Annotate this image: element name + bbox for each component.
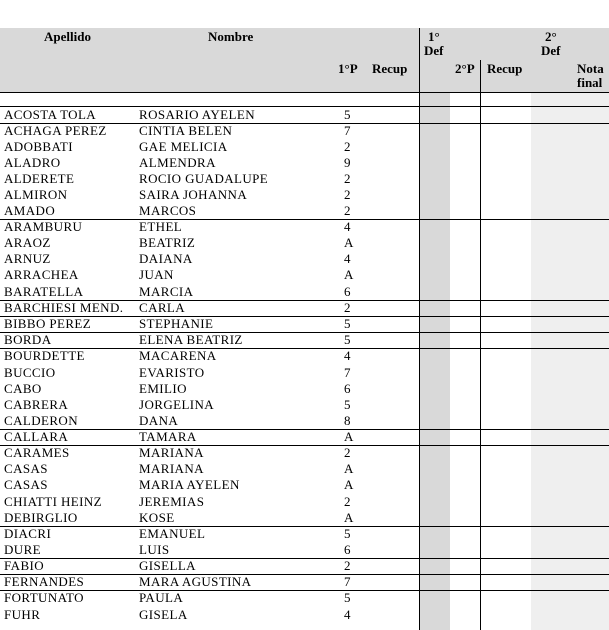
cell-nombre: JEREMIAS: [139, 494, 205, 509]
cell-apellido: AMADO: [4, 203, 56, 218]
table-row: [0, 365, 420, 381]
cell-p1: A: [344, 510, 354, 525]
header-nota-line2: final: [577, 75, 603, 90]
cell-p1: 7: [344, 574, 351, 589]
cell-p1: 5: [344, 590, 351, 605]
table-row: [0, 510, 420, 526]
cell-apellido: BOURDETTE: [4, 348, 85, 363]
cell-nombre: CARLA: [139, 300, 186, 315]
cell-nombre: MARCOS: [139, 203, 197, 218]
table-row: [0, 267, 420, 283]
cell-apellido: BARCHIESI MEND.: [4, 300, 124, 315]
table-row: [0, 316, 420, 332]
cell-p1: A: [344, 429, 354, 444]
table-row: [0, 526, 420, 542]
cell-nombre: MACARENA: [139, 348, 217, 363]
cell-apellido: BIBBO PEREZ: [4, 316, 92, 331]
cell-apellido: ARAMBURU: [4, 219, 83, 234]
cell-apellido: BARATELLA: [4, 284, 84, 299]
cell-apellido: BORDA: [4, 332, 52, 347]
cell-nombre: DAIANA: [139, 251, 193, 266]
cell-p1: 6: [344, 381, 351, 396]
table-row: [0, 107, 420, 123]
cell-p1: 5: [344, 332, 351, 347]
header-def1-number: 1°: [428, 29, 440, 44]
table-row: [0, 397, 420, 413]
cell-apellido: FABIO: [4, 558, 45, 573]
cell-apellido: BUCCIO: [4, 365, 56, 380]
cell-apellido: CASAS: [4, 461, 48, 476]
table-row: [0, 171, 420, 187]
cell-p1: 2: [344, 187, 351, 202]
table-row: [0, 574, 420, 590]
cell-nombre: JUAN: [139, 267, 174, 282]
table-row: [0, 558, 420, 574]
cell-p1: 2: [344, 494, 351, 509]
cell-p1: 5: [344, 526, 351, 541]
cell-nombre: PAULA: [139, 590, 184, 605]
cell-nombre: EMANUEL: [139, 526, 206, 541]
table-row: [0, 348, 420, 364]
cell-p1: 2: [344, 139, 351, 154]
table-row: [0, 607, 420, 623]
cell-apellido: FERNANDES: [4, 574, 85, 589]
cell-apellido: DEBIRGLIO: [4, 510, 78, 525]
cell-p1: 9: [344, 155, 351, 170]
header-def1-label: Def: [424, 43, 444, 58]
cell-p1: A: [344, 461, 354, 476]
header-p2: 2°P: [455, 61, 475, 76]
table-row: [0, 461, 420, 477]
table-row: [0, 381, 420, 397]
table-row: [0, 219, 420, 235]
table-row: [0, 155, 420, 171]
cell-nombre: ETHEL: [139, 219, 183, 234]
cell-nombre: MARIANA: [139, 445, 204, 460]
cell-nombre: JORGELINA: [139, 397, 215, 412]
cell-p1: 7: [344, 365, 351, 380]
cell-apellido: ARRACHEA: [4, 267, 79, 282]
cell-nombre: BEATRIZ: [139, 235, 196, 250]
cell-p1: 2: [344, 445, 351, 460]
cell-p1: 8: [344, 413, 351, 428]
cell-p1: 2: [344, 558, 351, 573]
cell-p1: 5: [344, 316, 351, 331]
table-row: [0, 494, 420, 510]
table-row: [0, 590, 420, 606]
cell-nombre: MARIA AYELEN: [139, 477, 240, 492]
cell-apellido: DIACRI: [4, 526, 52, 541]
grid-line-recup2: [480, 60, 481, 630]
def1-shaded-column: [420, 92, 450, 630]
table-row: [0, 139, 420, 155]
cell-apellido: ALMIRON: [4, 187, 68, 202]
table-row: [0, 477, 420, 493]
table-row: [0, 413, 420, 429]
cell-p1: 4: [344, 219, 351, 234]
cell-p1: 4: [344, 251, 351, 266]
cell-nombre: ALMENDRA: [139, 155, 216, 170]
cell-apellido: CASAS: [4, 477, 48, 492]
cell-p1: 5: [344, 107, 351, 122]
cell-p1: 4: [344, 348, 351, 363]
cell-nombre: DANA: [139, 413, 179, 428]
cell-nombre: GAE MELICIA: [139, 139, 228, 154]
header-def2-number: 2°: [545, 29, 557, 44]
cell-p1: A: [344, 235, 354, 250]
cell-apellido: ACHAGA PEREZ: [4, 123, 107, 138]
cell-nombre: EMILIO: [139, 381, 187, 396]
header-nota-line1: Nota: [577, 61, 604, 76]
cell-p1: A: [344, 267, 354, 282]
cell-nombre: ROSARIO AYELEN: [139, 107, 255, 122]
header-p1: 1°P: [338, 61, 358, 76]
cell-p1: 6: [344, 284, 351, 299]
header-nombre: Nombre: [208, 29, 254, 44]
cell-nombre: EVARISTO: [139, 365, 205, 380]
cell-apellido: CARAMES: [4, 445, 70, 460]
header-def2-label: Def: [541, 43, 561, 58]
table-row: [0, 203, 420, 219]
cell-apellido: FORTUNATO: [4, 590, 84, 605]
cell-nombre: ROCIO GUADALUPE: [139, 171, 269, 186]
cell-nombre: MARIANA: [139, 461, 204, 476]
cell-apellido: ALDERETE: [4, 171, 75, 186]
cell-p1: 6: [344, 542, 351, 557]
table-row: [0, 251, 420, 267]
header-apellido: Apellido: [44, 29, 91, 44]
table-row: [0, 429, 420, 445]
table-row: [0, 332, 420, 348]
table-row: [0, 284, 420, 300]
cell-p1: 2: [344, 300, 351, 315]
cell-apellido: ACOSTA TOLA: [4, 107, 97, 122]
cell-p1: 2: [344, 171, 351, 186]
cell-apellido: CABO: [4, 381, 42, 396]
cell-apellido: FUHR: [4, 607, 41, 622]
cell-apellido: ADOBBATI: [4, 139, 73, 154]
cell-nombre: TAMARA: [139, 429, 197, 444]
table-row: [0, 445, 420, 461]
table-row: [0, 187, 420, 203]
cell-apellido: ALADRO: [4, 155, 61, 170]
table-row: [0, 300, 420, 316]
def2-shaded-column: [531, 92, 609, 630]
cell-nombre: MARCIA: [139, 284, 194, 299]
cell-apellido: CHIATTI HEINZ: [4, 494, 102, 509]
cell-p1: 5: [344, 397, 351, 412]
table-row: [0, 235, 420, 251]
table-header-band: [0, 28, 609, 92]
table-row: [0, 542, 420, 558]
cell-p1: 4: [344, 607, 351, 622]
cell-nombre: ELENA BEATRIZ: [139, 332, 243, 347]
cell-nombre: SAIRA JOHANNA: [139, 187, 248, 202]
cell-nombre: MARA AGUSTINA: [139, 574, 252, 589]
cell-nombre: GISELLA: [139, 558, 196, 573]
header-recup2: Recup: [487, 61, 523, 76]
cell-p1: A: [344, 477, 354, 492]
cell-p1: 2: [344, 203, 351, 218]
cell-nombre: STEPHANIE: [139, 316, 214, 331]
cell-p1: 7: [344, 123, 351, 138]
cell-apellido: ARNUZ: [4, 251, 51, 266]
cell-nombre: CINTIA BELEN: [139, 123, 233, 138]
cell-apellido: CABRERA: [4, 397, 69, 412]
cell-apellido: ARAOZ: [4, 235, 51, 250]
cell-apellido: CALDERON: [4, 413, 78, 428]
table-row: [0, 123, 420, 139]
header-recup1: Recup: [372, 61, 408, 76]
cell-apellido: CALLARA: [4, 429, 69, 444]
cell-apellido: DURE: [4, 542, 41, 557]
cell-nombre: GISELA: [139, 607, 188, 622]
cell-nombre: LUIS: [139, 542, 170, 557]
header-bottom-line: [0, 92, 609, 93]
cell-nombre: KOSE: [139, 510, 175, 525]
